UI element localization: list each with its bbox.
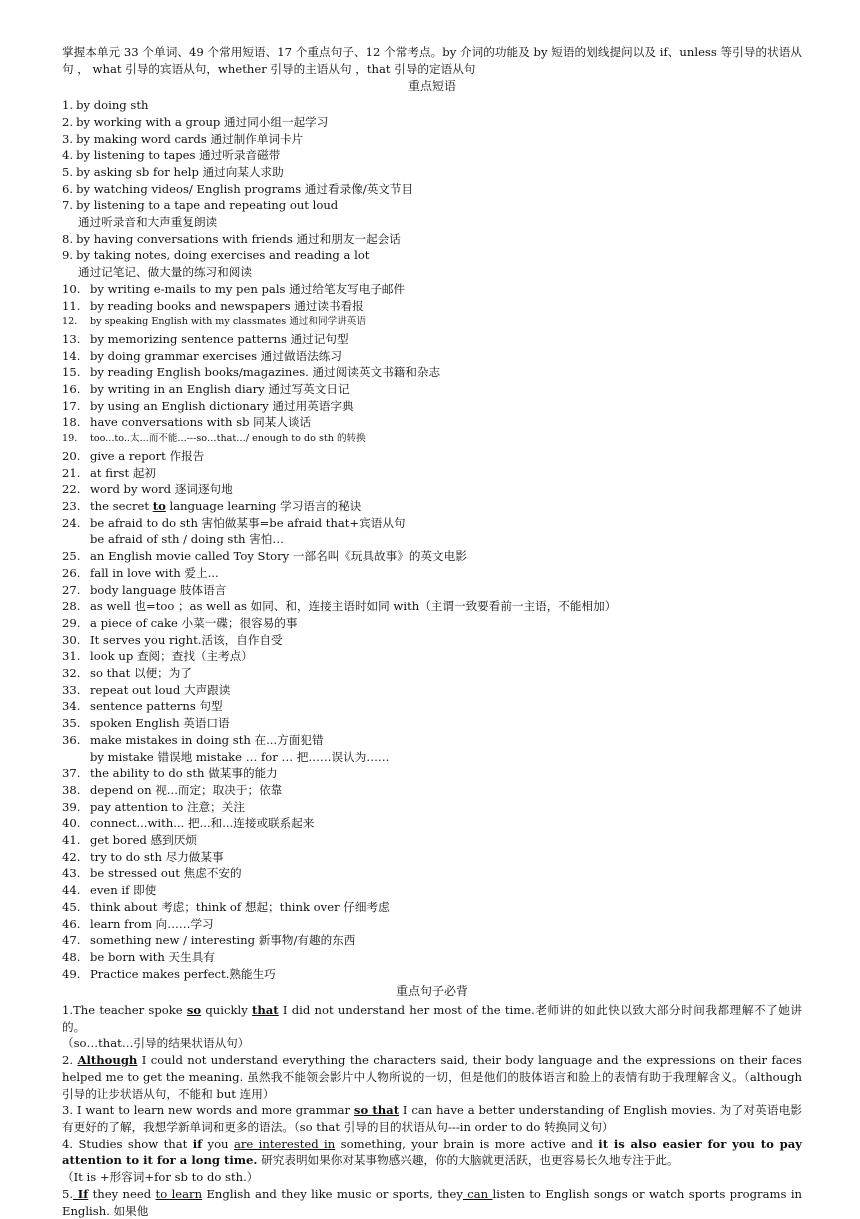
phrase-number: 18. xyxy=(62,415,81,430)
phrase-number: 36. xyxy=(62,732,81,747)
bold-phrase: it is also easier for you to pay attention to it for a long time. xyxy=(62,1136,802,1168)
phrase-number: 10. xyxy=(62,281,81,296)
phrase-item xyxy=(62,348,802,365)
phrase-number: 38. xyxy=(62,782,81,797)
phrase-text: by doing grammar exercises 通过做语法练习 xyxy=(90,348,342,363)
phrase-number: 44. xyxy=(62,883,81,898)
phrase-item xyxy=(62,882,802,899)
phrase-text: look up 查阅；查找（主考点） xyxy=(90,649,253,664)
phrase-text: by doing sth xyxy=(76,98,149,113)
phrase-item xyxy=(62,815,802,832)
phrase-text: by working with a group 通过同小组一起学习 xyxy=(76,114,329,129)
phrase-text: think about 考虑；think of 想起；think over 仔细考虑 xyxy=(90,899,390,914)
phrase-text: by reading books and newspapers 通过读书看报 xyxy=(90,298,364,313)
phrase-number: 45. xyxy=(62,899,81,914)
phrase-item xyxy=(62,949,802,966)
sentence-1: 1.The teacher spoke so quickly that I did not understand her most of the time.老师讲的如此快以致大部分时间我都理解不了她讲的。 （so…that…引导的结果状语从句） xyxy=(62,1003,802,1051)
phrase-item xyxy=(62,966,802,983)
phrase-number: 32. xyxy=(62,666,81,681)
keyword-if-5: If xyxy=(73,1186,89,1201)
sentence-3: 3. I want to learn new words and more grammar so that I can have a better understanding of English movies. 为了对英语电影有更好的了解，我想学新单词和更多的语法。（so that 引导的目的状语从句---in order to do 转换同义句） xyxy=(62,1103,802,1134)
phrase-item xyxy=(62,164,802,181)
phrase-number: 3. xyxy=(62,131,74,146)
phrase-number: 22. xyxy=(62,482,81,497)
sentence-1-note: （so…that…引导的结果状语从句） xyxy=(62,1036,250,1051)
phrase-item xyxy=(62,197,802,214)
phrase-text: the ability to do sth 做某事的能力 xyxy=(90,766,278,781)
phrase-number: 41. xyxy=(62,833,81,848)
phrase-text: be born with 天生具有 xyxy=(90,949,215,964)
phrase-item xyxy=(62,381,802,398)
phrase-number: 48. xyxy=(62,949,81,964)
phrase-text: sentence patterns 句型 xyxy=(90,699,223,714)
phrase-number: 34. xyxy=(62,699,81,714)
phrase-text: by writing in an English diary 通过写英文日记 xyxy=(90,382,350,397)
phrase-text: repeat out loud 大声跟读 xyxy=(90,682,231,697)
phrase-text: spoken English 英语口语 xyxy=(90,716,230,731)
phrase-number: 19. xyxy=(62,433,78,445)
phrase-list xyxy=(62,97,802,982)
phrase-number: 5. xyxy=(62,164,74,179)
phrase-subline: 通过记笔记、做大量的练习和阅读 xyxy=(78,265,252,280)
phrase-item xyxy=(62,97,802,114)
phrase-number: 31. xyxy=(62,649,81,664)
phrase-number: 23. xyxy=(62,498,81,513)
phrase-item xyxy=(62,147,802,164)
phrase-text: pay attention to 注意；关注 xyxy=(90,799,245,814)
phrase-number: 46. xyxy=(62,916,81,931)
keyword-if: if xyxy=(192,1136,203,1151)
phrase-subline: 通过听录音和大声重复朗读 xyxy=(78,215,218,230)
phrase-item xyxy=(62,799,802,816)
phrase-number: 1. xyxy=(62,98,74,113)
phrase-number: 33. xyxy=(62,682,81,697)
phrase-text: connect...with... 把...和...连接或联系起来 xyxy=(90,816,315,831)
phrases-heading: 重点短语 xyxy=(407,79,456,94)
keyword-although: Although xyxy=(77,1053,138,1068)
phrase-item xyxy=(62,698,802,715)
phrase-item xyxy=(62,648,802,665)
phrase-item xyxy=(62,565,802,582)
phrase-text: too...to..太...而不能...---so…that…/ enough to do sth 的转换 xyxy=(90,433,366,445)
phrase-item xyxy=(62,548,802,565)
phrase-number: 7. xyxy=(62,198,74,213)
phrase-item xyxy=(62,715,802,732)
phrase-number: 4. xyxy=(62,148,74,163)
phrase-text: have conversations with sb 同某人谈话 xyxy=(90,415,312,430)
phrase-number: 12. xyxy=(62,316,78,328)
phrase-number: 13. xyxy=(62,331,81,346)
phrase-number: 17. xyxy=(62,398,81,413)
phrase-item xyxy=(62,398,802,415)
phrase-text: It serves you right.活该，自作自受 xyxy=(90,632,283,647)
phrase-item xyxy=(62,114,802,131)
phrase-number: 24. xyxy=(62,515,81,530)
phrase-item xyxy=(62,682,802,699)
phrase-item xyxy=(62,181,802,198)
phrase-item xyxy=(62,231,802,248)
keyword-so-that: so that xyxy=(353,1103,400,1118)
phrase-number: 25. xyxy=(62,549,81,564)
phrase-item xyxy=(62,498,802,515)
phrase-number: 20. xyxy=(62,448,81,463)
phrase-item xyxy=(62,615,802,632)
phrase-item xyxy=(62,932,802,949)
phrase-text: as well 也=too ；as well as 如同、和，连接主语时如同 with（主谓一致要看前一主语，不能相加） xyxy=(90,599,617,614)
phrase-text: by listening to tapes 通过听录音磁带 xyxy=(76,148,281,163)
phrase-number: 47. xyxy=(62,933,81,948)
phrase-number: 49. xyxy=(62,966,81,981)
phrase-subline: by mistake 错误地 mistake … for … 把……误认为…… xyxy=(90,749,390,764)
phrase-text: even if 即使 xyxy=(90,883,157,898)
phrase-item xyxy=(62,665,802,682)
phrase-number: 9. xyxy=(62,248,74,263)
phrase-item xyxy=(62,247,802,264)
phrase-text: give a report 作报告 xyxy=(90,448,205,463)
phrase-text: the secret to language learning 学习语言的秘诀 xyxy=(90,498,362,513)
phrase-number: 30. xyxy=(62,632,81,647)
phrase-text: fall in love with 爱上... xyxy=(90,565,219,580)
phrase-text: by using an English dictionary 通过用英语字典 xyxy=(90,398,354,413)
phrase-number: 21. xyxy=(62,465,81,480)
phrase-item xyxy=(62,481,802,498)
phrase-number: 15. xyxy=(62,365,81,380)
phrase-item xyxy=(62,515,802,532)
phrase-text: by making word cards 通过制作单词卡片 xyxy=(76,131,304,146)
phrase-text: a piece of cake 小菜一碟；很容易的事 xyxy=(90,615,298,630)
phrase-item xyxy=(62,732,802,749)
phrase-number: 27. xyxy=(62,582,81,597)
sentence-4-note: （It is +形容词+for sb to do sth.） xyxy=(62,1170,259,1185)
phrase-number: 40. xyxy=(62,816,81,831)
phrase-item xyxy=(62,364,802,381)
phrase-item xyxy=(62,465,802,482)
phrase-text: word by word 逐词逐句地 xyxy=(90,482,233,497)
phrase-item xyxy=(62,765,802,782)
phrase-item xyxy=(62,782,802,799)
phrase-text: by watching videos/ English programs 通过看录像/英文节目 xyxy=(76,181,414,196)
sentence-4: 4. Studies show that if you are interested in something, your brain is more active and it is also easier for you to pay attention to it for a long time. 研究表明如果你对某事物感兴趣，你的大脑就更活跃，也更容易长久地专注于此。 （It is +形容词+for sb to do sth.） xyxy=(62,1136,802,1185)
phrase-number: 11. xyxy=(62,298,81,313)
phrase-item xyxy=(62,331,802,348)
phrase-text: depend on 视...而定；取决于；依靠 xyxy=(90,782,283,797)
phrase-item xyxy=(62,582,802,599)
phrase-text: try to do sth 尽力做某事 xyxy=(90,849,224,864)
phrase-number: 43. xyxy=(62,866,81,881)
keyword-that: that xyxy=(252,1003,279,1018)
phrase-item xyxy=(62,298,802,315)
sentences-heading: 重点句子必背 xyxy=(395,984,468,999)
phrase-text: at first 起初 xyxy=(90,465,157,480)
phrase-item xyxy=(62,916,802,933)
phrase-text: by having conversations with friends 通过和朋友一起会话 xyxy=(76,231,401,246)
phrase-text: by writing e-mails to my pen pals 通过给笔友写电子邮件 xyxy=(90,281,406,296)
phrase-number: 8. xyxy=(62,231,74,246)
phrase-text: make mistakes in doing sth 在...方面犯错 xyxy=(90,732,324,747)
phrase-number: 35. xyxy=(62,716,81,731)
phrase-number: 42. xyxy=(62,849,81,864)
phrase-item xyxy=(62,281,802,298)
keyword-so: so xyxy=(186,1003,202,1018)
phrase-text: something new / interesting 新事物/有趣的东西 xyxy=(90,933,356,948)
phrase-text: learn from 向……学习 xyxy=(90,916,214,931)
sentence-5: 5. If they need to learn English and they like music or sports, they can listen to English songs or watch sports programs in English. 如果他 xyxy=(62,1186,802,1218)
phrase-text: by asking sb for help 通过向某人求助 xyxy=(76,164,284,179)
phrase-number: 28. xyxy=(62,599,81,614)
phrase-text: by taking notes, doing exercises and reading a lot xyxy=(76,248,370,263)
phrase-text: by memorizing sentence patterns 通过记句型 xyxy=(90,331,349,346)
phrase-text: by reading English books/magazines. 通过阅读英文书籍和杂志 xyxy=(90,365,441,380)
phrase-number: 14. xyxy=(62,348,81,363)
phrase-item xyxy=(62,598,802,615)
phrase-item xyxy=(62,414,802,431)
phrase-text: Practice makes perfect.熟能生巧 xyxy=(90,966,276,981)
phrase-text: get bored 感到厌烦 xyxy=(90,833,197,848)
phrase-number: 39. xyxy=(62,799,81,814)
phrase-text: an English movie called Toy Story 一部名叫《玩具故事》的英文电影 xyxy=(90,549,467,564)
phrase-item xyxy=(62,314,802,331)
phrase-item xyxy=(62,865,802,882)
phrase-item xyxy=(62,849,802,866)
phrase-number: 29. xyxy=(62,615,81,630)
phrase-item xyxy=(62,632,802,649)
phrase-number: 37. xyxy=(62,766,81,781)
intro-paragraph: 掌握本单元 33 个单词、49 个常用短语、17 个重点句子、12 个常考点。by 介词的功能及 by 短语的划线提问以及 if、unless 等引导的状语从句 ， what 引导的宾语从句，whether 引导的主语从句 ，that 引导的定语从句 xyxy=(62,45,802,76)
phrase-number: 6. xyxy=(62,181,74,196)
phrase-item xyxy=(62,431,802,448)
phrase-number: 16. xyxy=(62,382,81,397)
phrase-item xyxy=(62,899,802,916)
phrase-text: be afraid to do sth 害怕做某事=be afraid that+宾语从句 xyxy=(90,515,406,530)
phrase-number: 26. xyxy=(62,565,81,580)
phrase-text: so that 以便；为了 xyxy=(90,666,192,681)
phrase-item xyxy=(62,832,802,849)
phrase-text: by speaking English with my classmates 通过和同学讲英语 xyxy=(90,316,366,328)
phrase-number: 2. xyxy=(62,114,74,129)
sentence-2: 2. Although I could not understand everything the characters said, their body language and the expressions on their faces helped me to get the meaning. 虽然我不能领会影片中人物所说的一切，但是他们的肢体语言和脸上的表情有助于我理解含义。（although 引导的让步状语从句，不能和 but 连用） xyxy=(62,1053,802,1101)
phrase-item xyxy=(62,131,802,148)
phrase-item xyxy=(62,448,802,465)
phrase-text: body language 肢体语言 xyxy=(90,582,227,597)
phrase-text: be stressed out 焦虑不安的 xyxy=(90,866,242,881)
phrase-subline: be afraid of sth / doing sth 害怕… xyxy=(90,532,284,547)
phrase-text: by listening to a tape and repeating out loud xyxy=(76,198,339,213)
